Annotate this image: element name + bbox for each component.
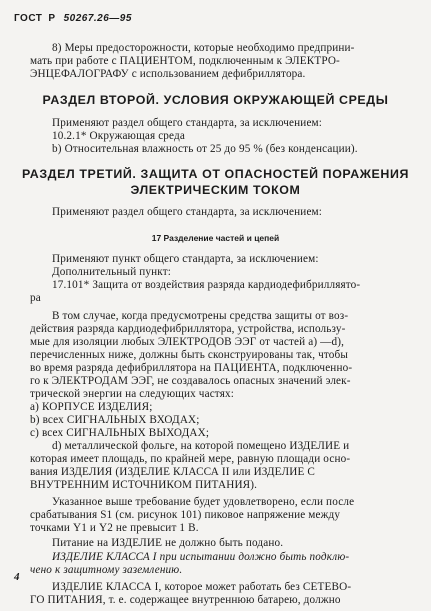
text-line: В том случае, когда предусмотрены средства защиты от воз-: [52, 310, 349, 322]
section-two-title: РАЗДЕЛ ВТОРОЙ. УСЛОВИЯ ОКРУЖАЮЩЕЙ СРЕДЫ: [42, 93, 389, 107]
text-line: Применяют раздел общего стандарта, за исключением:: [52, 206, 323, 218]
text-line: Дополнительный пункт:: [52, 266, 172, 278]
header-gost: ГОСТ: [14, 13, 43, 24]
text-line: Питание на ИЗДЕЛИЕ не должно быть подано.: [52, 537, 284, 549]
text-line: ВНУТРЕННИМ ИСТОЧНИКОМ ПИТАНИЯ).: [30, 479, 258, 491]
text-line: 10.2.1* Окружающая среда: [52, 130, 185, 142]
text-line: ра: [30, 292, 41, 304]
text-line: 8) Меры предосторожности, которые необходимо предприни-: [52, 42, 355, 54]
text-line: трической энергии на следующих частях:: [30, 388, 234, 400]
text-line: Применяют раздел общего стандарта, за исключением:: [52, 117, 323, 129]
page-number: 4: [14, 571, 20, 583]
text-line: ЭНЦЕФАЛОГРАФУ с использованием дефибриллятора.: [30, 68, 306, 80]
text-line: ИЗДЕЛИЕ КЛАССА I при испытании должно быть подклю-: [52, 551, 350, 563]
section-three-title-line2: ЭЛЕКТРИЧЕСКИМ ТОКОМ: [130, 183, 301, 197]
page-header: [14, 13, 132, 24]
text-line: срабатывания S1 (см. рисунок 101) пиковое напряжение между: [30, 509, 341, 521]
text-line: точками Y1 и Y2 не превысит 1 В.: [30, 522, 199, 534]
header-p: Р: [48, 13, 56, 24]
section-three-title-line1: РАЗДЕЛ ТРЕТИЙ. ЗАЩИТА ОТ ОПАСНОСТЕЙ ПОРАЖЕНИЯ: [22, 167, 409, 181]
text-line: мать при работе с ПАЦИЕНТОМ, подключенным к ЭЛЕКТРО-: [30, 55, 340, 67]
text-line: ГО ПИТАНИЯ, т. е. содержащее внутреннюю батарею, должно: [30, 594, 341, 606]
text-line: b) Относительная влажность от 25 до 95 % (без конденсации).: [52, 143, 358, 155]
text-line: Применяют пункт общего стандарта, за исключением:: [52, 253, 319, 265]
text-line: перечисленных ниже, должны быть сконструированы так, чтобы: [30, 349, 349, 361]
text-line: 17.101* Защита от воздействия разряда кардиодефибрилляято-: [52, 279, 361, 291]
text-line: действия разряда кардиодефибриллятора, устройства, использу-: [30, 323, 346, 335]
text-line: Указанное выше требование будет удовлетворено, если после: [52, 496, 355, 508]
text-line: мые для изоляции любых ЭЛЕКТРОДОВ ЭЭГ от частей а) —d),: [30, 336, 345, 348]
text-line: во время разряда дефибриллятора на ПАЦИЕНТА, подключенно-: [30, 362, 353, 374]
header-standard-number: 50267.26—95: [63, 13, 132, 24]
list-item-c: c) всех СИГНАЛЬНЫХ ВЫХОДАХ;: [30, 427, 210, 439]
clause-17-title: 17 Разделение частей и цепей: [151, 233, 280, 243]
text-line: которая имеет площадь, по крайней мере, равную площади осно-: [30, 453, 351, 465]
text-line: чено к защитному заземлению.: [30, 564, 183, 576]
text-line: вания ИЗДЕЛИЯ (ИЗДЕЛИЕ КЛАССА II или ИЗДЕЛИЕ С: [30, 466, 315, 478]
list-item-b: b) всех СИГНАЛЬНЫХ ВХОДАХ;: [30, 414, 200, 426]
list-item-d: d) металлической фольге, на которой помещено ИЗДЕЛИЕ и: [52, 440, 350, 452]
list-item-a: а) КОРПУСЕ ИЗДЕЛИЯ;: [30, 401, 153, 413]
text-line: ИЗДЕЛИЕ КЛАССА I, которое может работать без СЕТЕВО-: [52, 581, 352, 593]
text-line: го к ЭЛЕКТРОДАМ ЭЭГ, не создавалось опасных значений элек-: [30, 375, 351, 387]
